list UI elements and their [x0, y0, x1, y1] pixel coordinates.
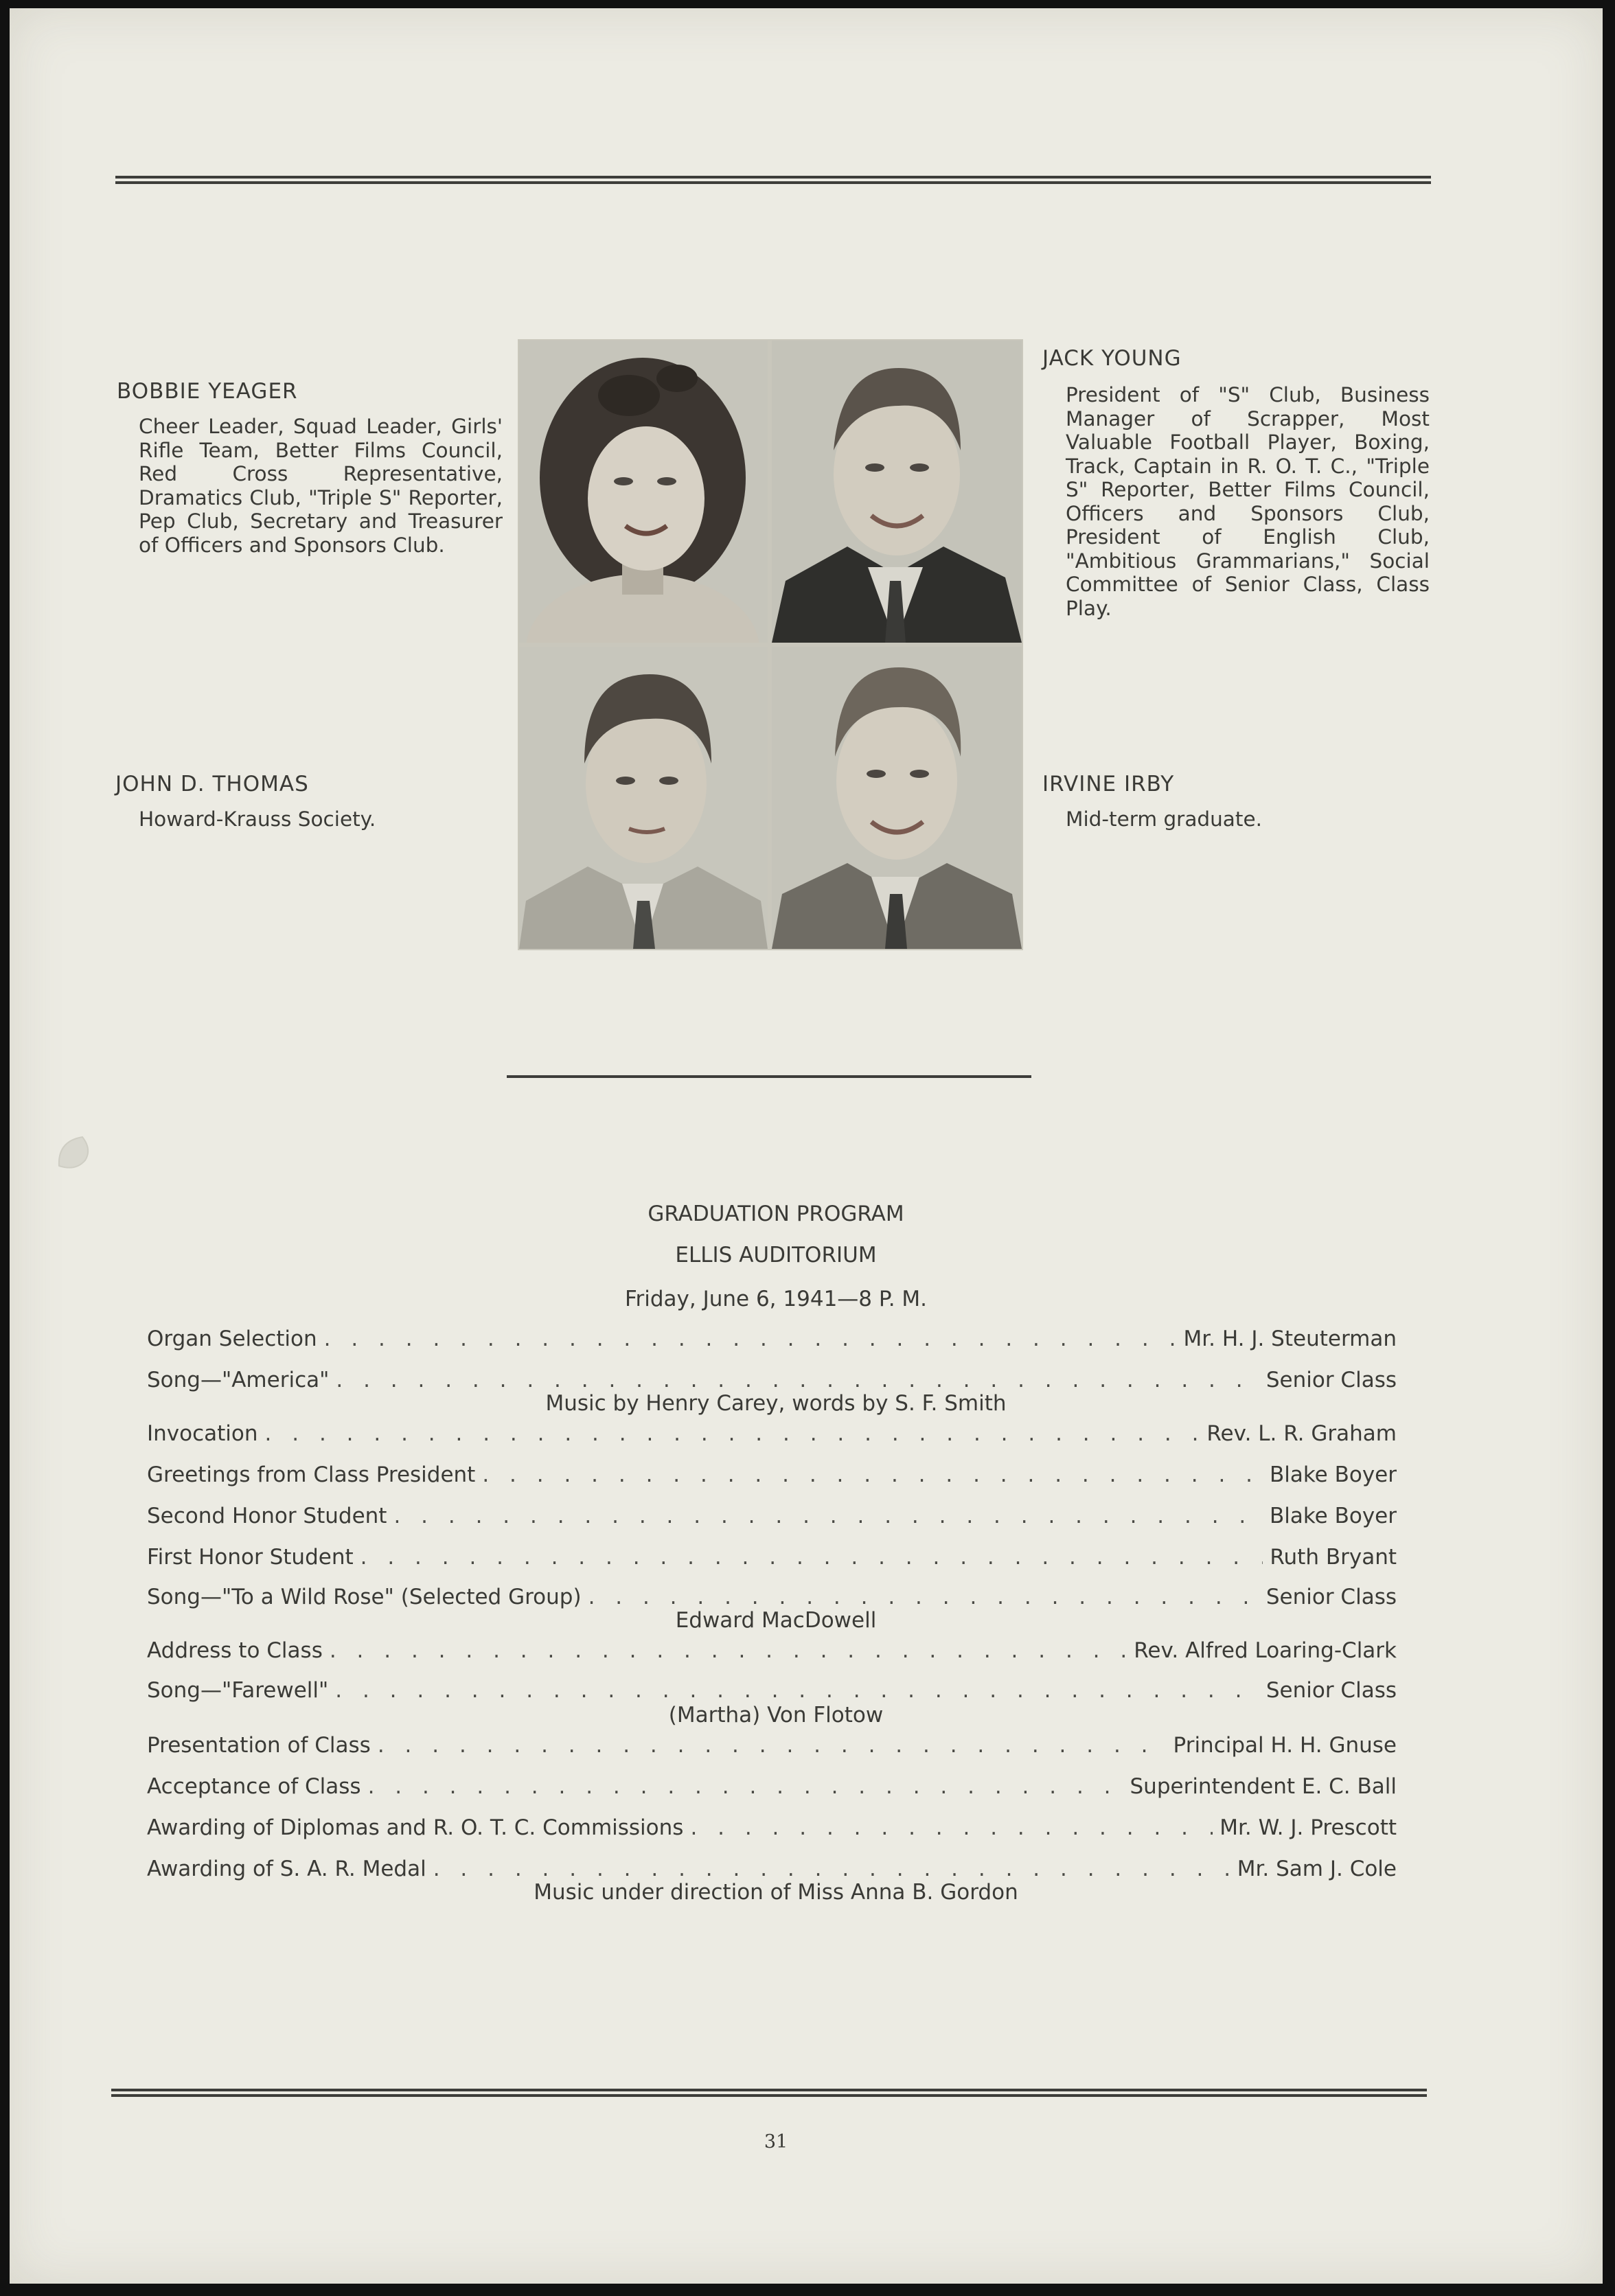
student-bio-irby: Mid-term graduate. [1066, 807, 1262, 831]
program-item: Song—"To a Wild Rose" (Selected Group) [147, 1585, 582, 1609]
program-note: Music by Henry Carey, words by S. F. Smith [545, 1391, 1007, 1416]
program-performer: Blake Boyer [1269, 1462, 1397, 1487]
program-performer: Senior Class [1265, 1368, 1397, 1392]
program-performer: Mr. W. J. Prescott [1219, 1815, 1397, 1840]
portrait-thomas [519, 647, 768, 949]
dot-leader [368, 1774, 1123, 1799]
program-performer: Mr. Sam J. Cole [1237, 1857, 1397, 1881]
program-item: Presentation of Class [147, 1733, 371, 1758]
program-performer: Senior Class [1265, 1585, 1397, 1609]
program-performer: Superintendent E. C. Ball [1130, 1774, 1397, 1799]
program-note: (Martha) Von Flotow [668, 1703, 884, 1727]
program-venue: ELLIS AUDITORIUM [675, 1243, 877, 1267]
dot-leader [360, 1545, 1263, 1570]
student-name-yeager: BOBBIE YEAGER [117, 379, 298, 404]
dot-leader [330, 1638, 1127, 1663]
program-note: Music under direction of Miss Anna B. Gordon [534, 1880, 1018, 1905]
student-bio-yeager: Cheer Leader, Squad Leader, Girls' Rifle Team, Better Films Council, Red Cross Representative, Dramatics Club, "Triple S" Reporter, Pep Club, Secretary and Treasurer of Officers and Sponsors Club. [139, 415, 503, 557]
student-name-young: JACK YOUNG [1042, 346, 1182, 371]
program-item: Acceptance of Class [147, 1774, 361, 1799]
bottom-double-rule [111, 2089, 1427, 2097]
program-row [147, 1462, 1397, 1490]
dot-leader [482, 1462, 1263, 1487]
program-item: Greetings from Class President [147, 1462, 476, 1487]
program-item: Awarding of S. A. R. Medal [147, 1857, 426, 1881]
leaf-stain-mark [55, 1132, 95, 1173]
student-name-irby: IRVINE IRBY [1042, 772, 1175, 796]
yearbook-page [10, 8, 1603, 2284]
program-item: Organ Selection [147, 1327, 317, 1351]
dot-leader [324, 1327, 1177, 1351]
program-title: GRADUATION PROGRAM [648, 1202, 904, 1226]
program-row [147, 1733, 1397, 1760]
program-item: Second Honor Student [147, 1504, 387, 1528]
program-performer: Rev. L. R. Graham [1206, 1421, 1397, 1446]
student-bio-thomas: Howard-Krauss Society. [139, 807, 376, 831]
program-row [147, 1774, 1397, 1802]
program-row [147, 1678, 1397, 1706]
dot-leader [336, 1368, 1259, 1392]
portrait-yeager [519, 341, 768, 643]
portrait-irby [772, 647, 1022, 949]
dot-leader [588, 1585, 1259, 1609]
program-row [147, 1545, 1397, 1572]
program-row [147, 1327, 1397, 1354]
program-row [147, 1815, 1397, 1843]
program-row [147, 1504, 1397, 1531]
program-performer: Senior Class [1265, 1678, 1397, 1703]
program-item: Invocation [147, 1421, 258, 1446]
program-date: Friday, June 6, 1941—8 P. M. [624, 1287, 928, 1311]
dot-leader [378, 1733, 1167, 1758]
program-performer: Rev. Alfred Loaring-Clark [1134, 1638, 1397, 1663]
section-divider [507, 1075, 1031, 1078]
dot-leader [335, 1678, 1259, 1703]
portrait-grid [518, 339, 1023, 950]
program-item: Awarding of Diplomas and R. O. T. C. Commissions [147, 1815, 684, 1840]
dot-leader [393, 1504, 1262, 1528]
dot-leader [433, 1857, 1230, 1881]
program-performer: Ruth Bryant [1270, 1545, 1397, 1570]
program-item: Song—"Farewell" [147, 1678, 329, 1703]
portrait-young [772, 341, 1022, 643]
program-row [147, 1421, 1397, 1449]
program-item: First Honor Student [147, 1545, 354, 1570]
top-double-rule [115, 176, 1431, 184]
page-number: 31 [764, 2131, 788, 2152]
student-bio-young: President of "S" Club, Business Manager of Scrapper, Most Valuable Football Player, Boxing, Track, Captain in R. O. T. C., "Triple S" Reporter, Better Films Council, Officers and Sponsors Club, President of English Club, "Ambitious Grammarians," Social Committee of Senior Class, Class Play. [1066, 383, 1430, 620]
program-performer: Blake Boyer [1269, 1504, 1397, 1528]
program-performer: Principal H. H. Gnuse [1173, 1733, 1397, 1758]
program-item: Address to Class [147, 1638, 323, 1663]
dot-leader [690, 1815, 1213, 1840]
program-item: Song—"America" [147, 1368, 330, 1392]
program-note: Edward MacDowell [675, 1608, 877, 1633]
student-name-thomas: JOHN D. THOMAS [115, 772, 309, 796]
program-performer: Mr. H. J. Steuterman [1183, 1327, 1397, 1351]
program-row [147, 1638, 1397, 1666]
dot-leader [265, 1421, 1200, 1446]
